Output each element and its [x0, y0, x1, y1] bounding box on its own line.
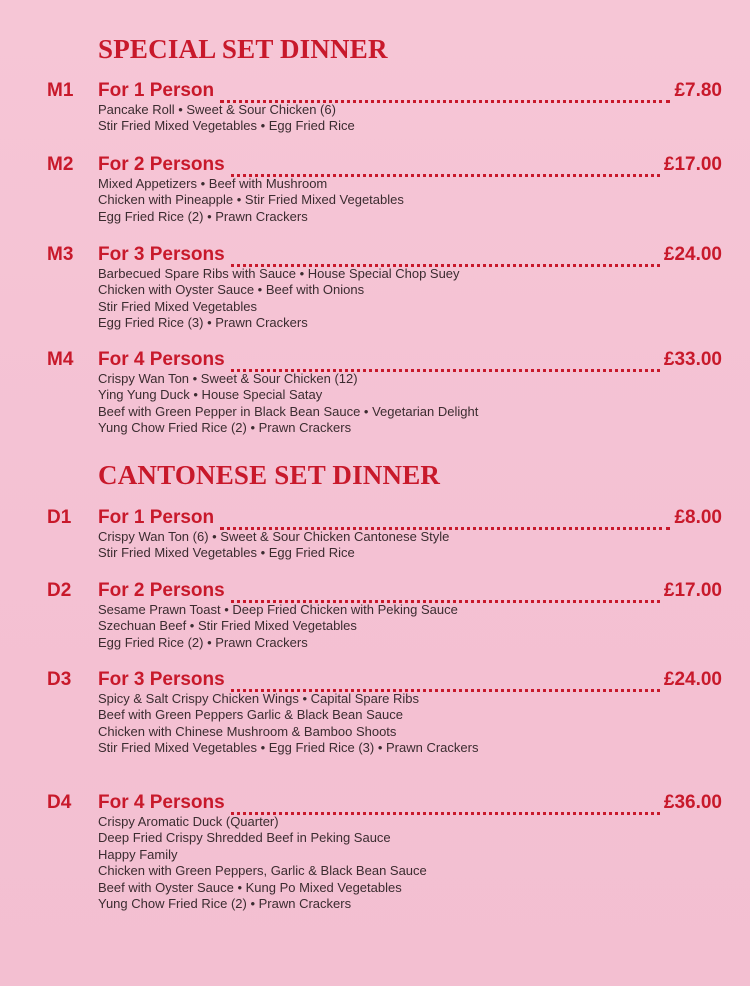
- dot-leader: [231, 158, 660, 177]
- description-line: Chicken with Chinese Mushroom & Bamboo Shoots: [98, 723, 397, 739]
- description-line: Pancake Roll • Sweet & Sour Chicken (6): [98, 102, 336, 117]
- description-line: Yung Chow Fried Rice (2) • Prawn Crackers: [98, 420, 352, 436]
- description-line: Stir Fried Mixed Vegetables: [98, 298, 257, 314]
- description-line: Beef with Green Pepper in Black Bean Sauce • Vegetarian Delight: [98, 403, 479, 419]
- description-line: Stir Fried Mixed Vegetables • Egg Fried Rice (3) • Prawn Crackers: [98, 740, 479, 756]
- item-name: For 4 Persons: [98, 792, 225, 813]
- description-line: Mixed Appetizers • Beef with Mushroom: [98, 176, 328, 191]
- item-name: For 2 Persons: [98, 580, 225, 601]
- description-line: Stir Fried Mixed Vegetables • Egg Fried Rice: [98, 118, 355, 134]
- section-title-cantonese-set-dinner: CANTONESE SET DINNER: [98, 460, 441, 490]
- item-price: £17.00: [663, 154, 722, 175]
- menu-item-d4: [0, 792, 750, 912]
- description-line: Happy Family: [98, 846, 178, 862]
- description-line: Deep Fried Crispy Shredded Beef in Peking Sauce: [98, 830, 391, 846]
- description-line: Chicken with Oyster Sauce • Beef with Onions: [98, 282, 365, 298]
- description-line: Szechuan Beef • Stir Fried Mixed Vegetables: [98, 618, 357, 634]
- item-price: £7.80: [674, 80, 722, 101]
- item-description: [98, 371, 728, 437]
- menu-item-d3: [0, 669, 750, 757]
- section-title-special-set-dinner: SPECIAL SET DINNER: [98, 34, 388, 64]
- item-description: [98, 814, 728, 912]
- item-code: D2: [47, 580, 72, 601]
- description-line: Chicken with Green Peppers, Garlic & Black Bean Sauce: [98, 863, 427, 879]
- dot-leader: [220, 84, 670, 103]
- item-price: £33.00: [663, 349, 722, 370]
- item-price: £24.00: [663, 669, 722, 690]
- description-line: Sesame Prawn Toast • Deep Fried Chicken with Peking Sauce: [98, 602, 458, 617]
- item-description: [98, 602, 728, 651]
- menu-item-d1: [0, 507, 750, 562]
- item-price: £36.00: [663, 792, 722, 813]
- item-code: M1: [47, 80, 74, 101]
- item-description: [98, 266, 728, 332]
- description-line: Egg Fried Rice (3) • Prawn Crackers: [98, 315, 308, 331]
- description-line: Spicy & Salt Crispy Chicken Wings • Capital Spare Ribs: [98, 691, 420, 706]
- item-price: £8.00: [674, 507, 722, 528]
- description-line: Egg Fried Rice (2) • Prawn Crackers: [98, 208, 308, 224]
- dot-leader: [220, 511, 670, 530]
- description-line: Beef with Green Peppers Garlic & Black Bean Sauce: [98, 707, 403, 723]
- menu-item-m1: [0, 80, 750, 135]
- dot-leader: [231, 353, 660, 372]
- item-price: £24.00: [663, 244, 722, 265]
- description-line: Stir Fried Mixed Vegetables • Egg Fried Rice: [98, 545, 355, 561]
- dot-leader: [231, 248, 660, 267]
- item-name: For 4 Persons: [98, 349, 225, 370]
- description-line: Crispy Aromatic Duck (Quarter): [98, 814, 279, 829]
- dot-leader: [231, 673, 660, 692]
- item-description: [98, 529, 728, 562]
- description-line: Barbecued Spare Ribs with Sauce • House Special Chop Suey: [98, 266, 460, 281]
- item-name: For 2 Persons: [98, 154, 225, 175]
- item-name: For 1 Person: [98, 507, 215, 528]
- item-name: For 3 Persons: [98, 244, 225, 265]
- menu-item-m3: [0, 244, 750, 332]
- item-name: For 1 Person: [98, 80, 215, 101]
- item-name: For 3 Persons: [98, 669, 225, 690]
- item-description: [98, 176, 728, 225]
- menu-item-m4: [0, 349, 750, 437]
- description-line: Crispy Wan Ton (6) • Sweet & Sour Chicken Cantonese Style: [98, 529, 450, 544]
- menu-item-d2: [0, 580, 750, 651]
- description-line: Yung Chow Fried Rice (2) • Prawn Crackers: [98, 896, 352, 912]
- dot-leader: [231, 796, 660, 815]
- item-code: M3: [47, 244, 74, 265]
- item-code: D3: [47, 669, 72, 690]
- item-description: [98, 691, 728, 757]
- item-price: £17.00: [663, 580, 722, 601]
- description-line: Beef with Oyster Sauce • Kung Po Mixed Vegetables: [98, 879, 402, 895]
- description-line: Ying Yung Duck • House Special Satay: [98, 387, 323, 403]
- item-description: [98, 102, 728, 135]
- description-line: Crispy Wan Ton • Sweet & Sour Chicken (12): [98, 371, 358, 386]
- item-code: M2: [47, 154, 74, 175]
- item-code: M4: [47, 349, 74, 370]
- description-line: Chicken with Pineapple • Stir Fried Mixed Vegetables: [98, 192, 404, 208]
- menu-item-m2: [0, 154, 750, 225]
- item-code: D4: [47, 792, 72, 813]
- item-code: D1: [47, 507, 72, 528]
- description-line: Egg Fried Rice (2) • Prawn Crackers: [98, 634, 308, 650]
- dot-leader: [231, 584, 660, 603]
